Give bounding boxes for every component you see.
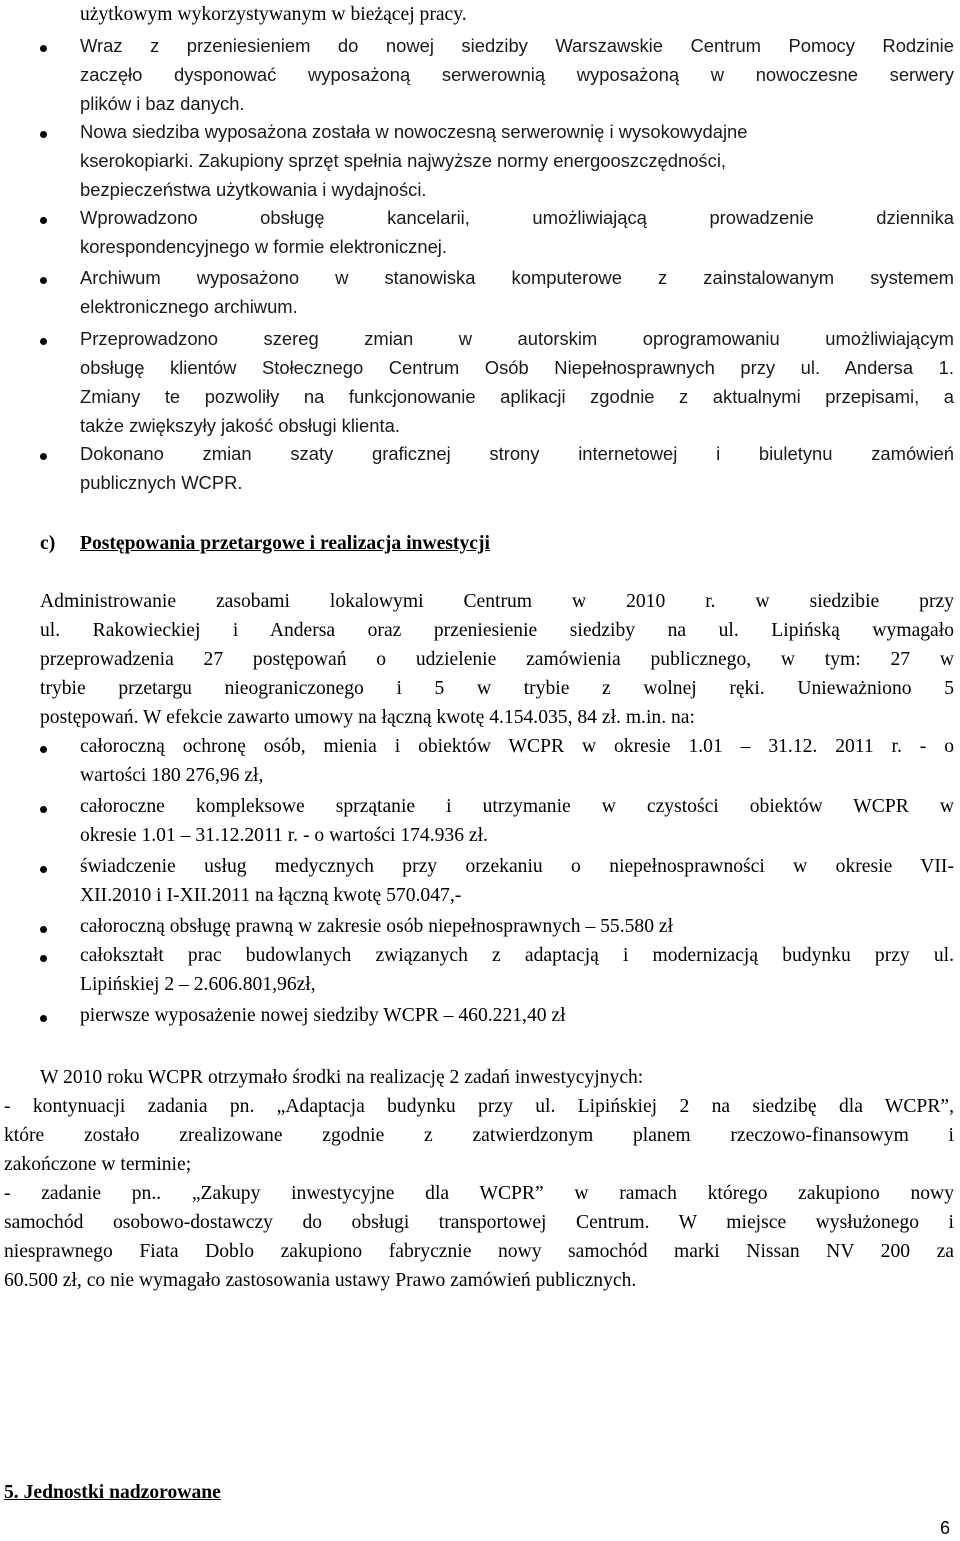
bullet-icon [40,746,47,753]
list-item-line: całokształt prac budowlanych związanych z adaptacją i modernizacją budynku przy ul. [80,945,954,966]
bullet-icon [40,806,47,813]
paragraph-line: które zostało zrealizowane zgodnie z zatwierdzonym planem rzeczowo-finansowym i [4,1125,954,1146]
page-number: 6 [939,1518,950,1538]
paragraph-line: niesprawnego Fiata Doblo zakupiono fabrycznie nowy samochód marki Nissan NV 200 za [4,1241,954,1262]
paragraph-line: W 2010 roku WCPR otrzymało środki na realizację 2 zadań inwestycyjnych: [40,1067,644,1088]
list-item-line: XII.2010 i I-XII.2011 na łączną kwotę 570.047,- [80,885,462,906]
bullet-icon [40,338,47,345]
bullet-icon [40,217,47,224]
list-item-line: Zmiany te pozwoliły na funkcjonowanie aplikacji zgodnie z aktualnymi przepisami, a [80,386,954,407]
list-item-line: okresie 1.01 – 31.12.2011 r. - o wartości 174.936 zł. [80,825,488,846]
list-item-line: Archiwum wyposażono w stanowiska komputerowe z zainstalowanym systemem [80,267,954,288]
list-item-line: Lipińskiej 2 – 2.606.801,96zł, [80,974,316,995]
paragraph-line: Administrowanie zasobami lokalowymi Centrum w 2010 r. w siedzibie przy [40,591,954,612]
list-item-line: także zwiększyły jakość obsługi klienta. [80,415,400,436]
bullet-icon [40,453,47,460]
paragraph-line: zakończone w terminie; [4,1154,192,1175]
list-item-line: zaczęło dysponować wyposażoną serwerownią wyposażoną w nowoczesne serwery [80,64,954,85]
list-item-line: obsługę klientów Stołecznego Centrum Osób Niepełnosprawnych przy ul. Andersa 1. [80,357,954,378]
section-5-heading: 5. Jednostki nadzorowane [4,1482,221,1503]
paragraph-line: trybie przetargu nieograniczonego i 5 w trybie z wolnej ręki. Unieważniono 5 [40,678,954,699]
bullet-icon [40,955,47,962]
list-item-line: świadczenie usług medycznych przy orzekaniu o niepełnosprawności w okresie VII- [80,856,954,877]
list-item-line: całoroczną obsługę prawną w zakresie osób niepełnosprawnych – 55.580 zł [80,916,674,937]
list-item-line: Wprowadzono obsługę kancelarii, umożliwiającą prowadzenie dziennika [80,207,954,228]
paragraph-line: samochód osobowo-dostawczy do obsługi transportowej Centrum. W miejsce wysłużonego i [4,1212,954,1233]
bullet-icon [40,277,47,284]
section-c-title: Postępowania przetargowe i realizacja inwestycji [80,533,490,554]
list-item-line: kserokopiarki. Zakupiony sprzęt spełnia najwyższe normy energooszczędności, [80,150,727,171]
paragraph-line: 60.500 zł, co nie wymagało zastosowania ustawy Prawo zamówień publicznych. [4,1270,637,1291]
list-item-line: korespondencyjnego w formie elektronicznej. [80,236,447,257]
bullet-icon [40,45,47,52]
list-item-line: Nowa siedziba wyposażona została w nowoczesną serwerownię i wysokowydajne [80,121,748,142]
bullet-icon [40,131,47,138]
paragraph-line: przeprowadzenia 27 postępowań o udzielenie zamówienia publicznego, w tym: 27 w [40,649,954,670]
list-item-line: bezpieczeństwa użytkowania i wydajności. [80,179,427,200]
list-item-line: Dokonano zmian szaty graficznej strony internetowej i biuletynu zamówień [80,443,954,464]
list-item-line: całoroczną ochronę osób, mienia i obiektów WCPR w okresie 1.01 – 31.12. 2011 r. - o [80,736,954,757]
paragraph-line: - kontynuacji zadania pn. „Adaptacja budynku przy ul. Lipińskiej 2 na siedzibę dla WCPR”, [4,1096,954,1117]
list-item-line: elektronicznego archiwum. [80,296,298,317]
paragraph-line: - zadanie pn.. „Zakupy inwestycyjne dla WCPR” w ramach którego zakupiono nowy [4,1183,954,1204]
list-item-line: pierwsze wyposażenie nowej siedziby WCPR – 460.221,40 zł [80,1005,566,1026]
list-item-line: Przeprowadzono szereg zmian w autorskim oprogramowaniu umożliwiającym [80,328,954,349]
list-item-line: publicznych WCPR. [80,472,243,493]
bullet-icon [40,866,47,873]
intro-tail-text: użytkowym wykorzystywanym w bieżącej pracy. [80,4,467,25]
paragraph-line: postępowań. W efekcie zawarto umowy na łączną kwotę 4.154.035, 84 zł. m.in. na: [40,707,695,728]
section-c-prefix: c) [40,533,56,554]
paragraph-line: ul. Rakowieckiej i Andersa oraz przeniesienie siedziby na ul. Lipińską wymagało [40,620,954,641]
list-item-line: całoroczne kompleksowe sprzątanie i utrzymanie w czystości obiektów WCPR w [80,796,954,817]
list-item-line: plików i baz danych. [80,93,245,114]
list-item-line: Wraz z przeniesieniem do nowej siedziby Warszawskie Centrum Pomocy Rodzinie [80,35,954,56]
list-item-line: wartości 180 276,96 zł, [80,765,264,786]
bullet-icon [40,1015,47,1022]
bullet-icon [40,926,47,933]
